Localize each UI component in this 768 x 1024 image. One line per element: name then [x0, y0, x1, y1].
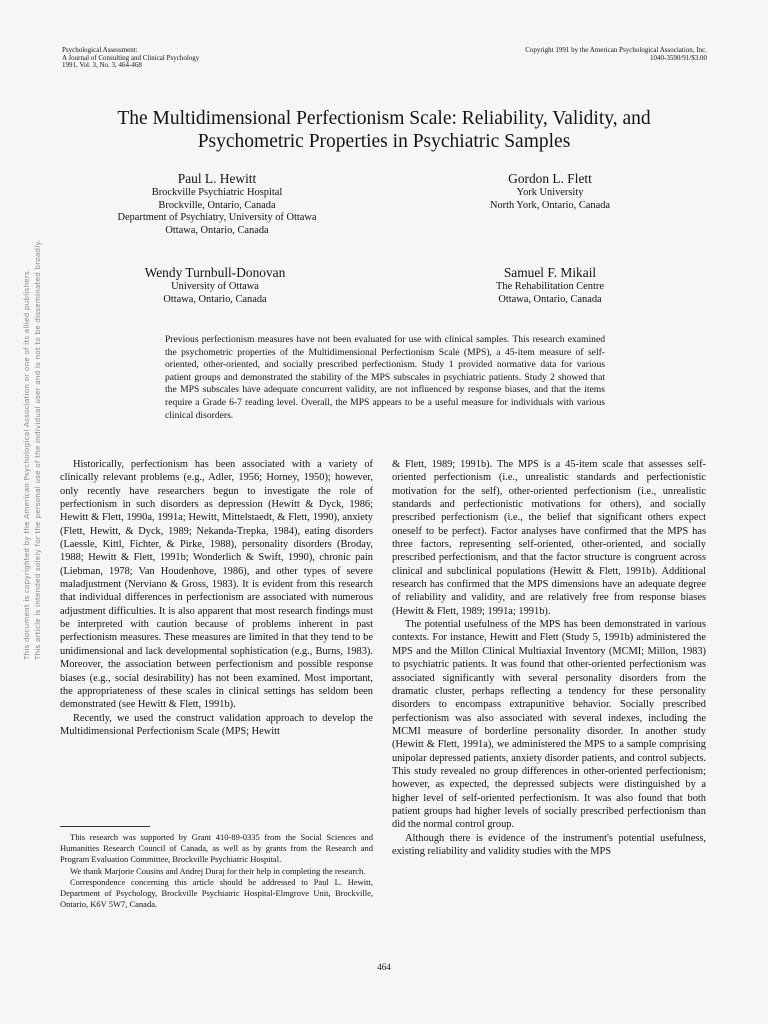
page-number: 464 [377, 962, 391, 972]
footnote-acknowledgment: We thank Marjorie Cousins and Andrej Duraj for their help in completing the research. [70, 865, 366, 876]
author-name: Samuel F. Mikail [503, 265, 597, 280]
author-block [445, 171, 655, 212]
journal-subtitle: A Journal of Consulting and Clinical Psychology [62, 53, 200, 62]
title-line-1: The Multidimensional Perfectionism Scale: Reliability, Validity, and [117, 108, 651, 129]
body-paragraph: Recently, we used the construct validation approach to develop the Multidimensional Perfectionism Scale (MPS; Hewitt [60, 712, 373, 737]
body-column-left [60, 458, 373, 738]
side-notice-line-1: This document is copyrighted by the American Psychological Association or one of its allied publishers. [22, 268, 31, 660]
footnote-funding: This research was supported by Grant 410-89-0335 from the Social Sciences and Humanities Research Council of Canada, as well as by grants from the Research and Program Evaluation Committee, Brockville Psychiatric Hospital. [60, 832, 373, 865]
footnote-correspondence: Correspondence concerning this article should be addressed to Paul L. Hewitt, Department of Psychology, Brockville Psychiatric Hospital-Elmgrove Unit, Brockville, Ontario, K6V 5W7, Canada. [60, 876, 373, 910]
copyright-notice [525, 47, 707, 62]
affiliation-line: North York, Ontario, Canada [489, 199, 611, 211]
affiliation-line: Ottawa, Ontario, Canada [498, 293, 602, 305]
author-name: Paul L. Hewitt [177, 171, 257, 186]
affiliation-line: York University [516, 187, 584, 198]
affiliation-line: University of Ottawa [171, 281, 259, 292]
author-block [100, 265, 330, 306]
body-paragraph: The potential usefulness of the MPS has been demonstrated in various contexts. For instance, Hewitt and Flett (Study 5, 1991b) administered the MPS and the Millon Clinical Multiaxial Inventory (MCMI; Millon, 1983) to psychiatric patients. It was found that other-oriented perfectionism was associated significantly with several personality disorders from the dramatic cluster, perhaps reflecting a tendency for these personality disorders to encompass extrapunitive behavior. Socially prescribed perfectionism was also associated with several indexes, including the MCMI measure of borderline personality disorder. In another study (Hewitt & Flett, 1991a), we administered the MPS to a sample comprising unipolar depressed patients, anxiety disorder patients, and control subjects. This study revealed no group differences in other-oriented perfectionism; however, as expected, the depressed subjects were distinguished by a higher level of self-oriented perfectionism. It was also found that both patient groups had higher levels of socially prescribed perfectionism than did the normal control group. [392, 619, 706, 831]
journal-volume: 1991, Vol. 3, No. 3, 464-468 [62, 61, 142, 70]
author-block [445, 265, 655, 306]
affiliation-line: The Rehabilitation Centre [496, 281, 604, 292]
abstract: Previous perfectionism measures have not been evaluated for use with clinical samples. This research examined the psychometric properties of the Multidimensional Perfectionism Scale (MPS), a 45-item measure of self-oriented, other-oriented, and socially prescribed perfectionism. Study 1 provided normative data for various patient groups and demonstrated the stability of the MPS subscales in psychiatric patients. Study 2 showed that the MPS subscales have adequate concurrent validity, are not influenced by response biases, and that the items require a Grade 6-7 reading level. Overall, the MPS appears to be a useful measure for individuals with various clinical disorders. [165, 334, 605, 421]
journal-citation [62, 47, 199, 70]
side-notice-line-2: This article is intended solely for the personal use of the individual user and is not to be disseminated broadly. [32, 239, 42, 660]
author-name: Wendy Turnbull-Donovan [144, 265, 286, 280]
journal-name: Psychological Assessment: [62, 46, 138, 54]
copyright-line: Copyright 1991 by the American Psychological Association, Inc. [525, 46, 707, 54]
title-line-2: Psychometric Properties in Psychiatric Samples [197, 131, 571, 152]
author-block [82, 171, 352, 237]
affiliation-line: Brockville, Ontario, Canada [158, 199, 276, 211]
affiliation-line: Ottawa, Ontario, Canada [163, 293, 267, 305]
affiliation-line: Brockville Psychiatric Hospital [151, 187, 283, 198]
issn-line: 1040-3590/91/$3.00 [650, 53, 707, 62]
body-paragraph: & Flett, 1989; 1991b). The MPS is a 45-item scale that assesses self-oriented perfectionism (i.e., unrealistic standards and perfectionistic motivation for the self), other-oriented perfectionism (i.e., unrealistic standards and perfectionistic motivations for others), and socially prescribed perfectionism (i.e., the belief that significant others expect oneself to be perfect). Factor analyses have confirmed that the MPS has three factors, representing self-oriented, other-oriented, and socially prescribed perfectionism, and that the factor structure is congruent across clinical and subclinical populations (Hewitt & Flett, 1991b). Additional research has confirmed that the MPS dimensions have an adequate degree of reliability and validity, and are relatively free from response biases (Hewitt & Flett, 1989; 1991a; 1991b). [392, 459, 706, 617]
affiliation-line: Ottawa, Ontario, Canada [165, 224, 269, 236]
article-title [60, 107, 708, 153]
author-name: Gordon L. Flett [508, 171, 592, 186]
affiliation-line: Department of Psychiatry, University of Ottawa [117, 212, 317, 224]
footnote-divider [60, 826, 150, 827]
body-column-right [392, 458, 706, 858]
body-paragraph: Although there is evidence of the instrument's potential usefulness, existing reliability and validity studies with the MPS [392, 832, 706, 857]
footnotes [60, 832, 373, 910]
body-paragraph: Historically, perfectionism has been associated with a variety of clinically relevant problems (e.g., Adler, 1956; Horney, 1950); however, only recently have researchers begun to investigate the role of perfectionism in such disorders as depression (Hewitt & Dyck, 1986; Hewitt & Flett, 1990a, 1991a; Hewitt, Mittelstaedt, & Flett, 1990), anxiety (Flett, Hewitt, & Dyck, 1989; Nekanda-Trepka, 1984), eating disorders (Laessle, Kittl, Fichter, & Pirke, 1988), personality disorders (Broday, 1988; Hewitt & Flett, 1991b; Wonderlich & Swift, 1990), chronic pain (Liebman, 1978; Van Houdenhove, 1986), and other types of severe maladjustment (Nerviano & Gross, 1983). It is evident from this research that individual differences in perfectionism are associated with numerous adjustment difficulties. It is also apparent that most research findings must be interpreted with caution because of problems inherent in past perfectionism measures. These measures are limited in that they tend to be unidimensional and lack developmental sophistication (e.g., Burns, 1983). Moreover, the association between perfectionism and possible response biases (e.g., social desirability) has not been examined. Most important, the appropriateness of these scales in clinical settings has seldom been demonstrated (see Hewitt & Flett, 1991b). [60, 459, 373, 711]
copyright-side-notice [22, 240, 43, 660]
